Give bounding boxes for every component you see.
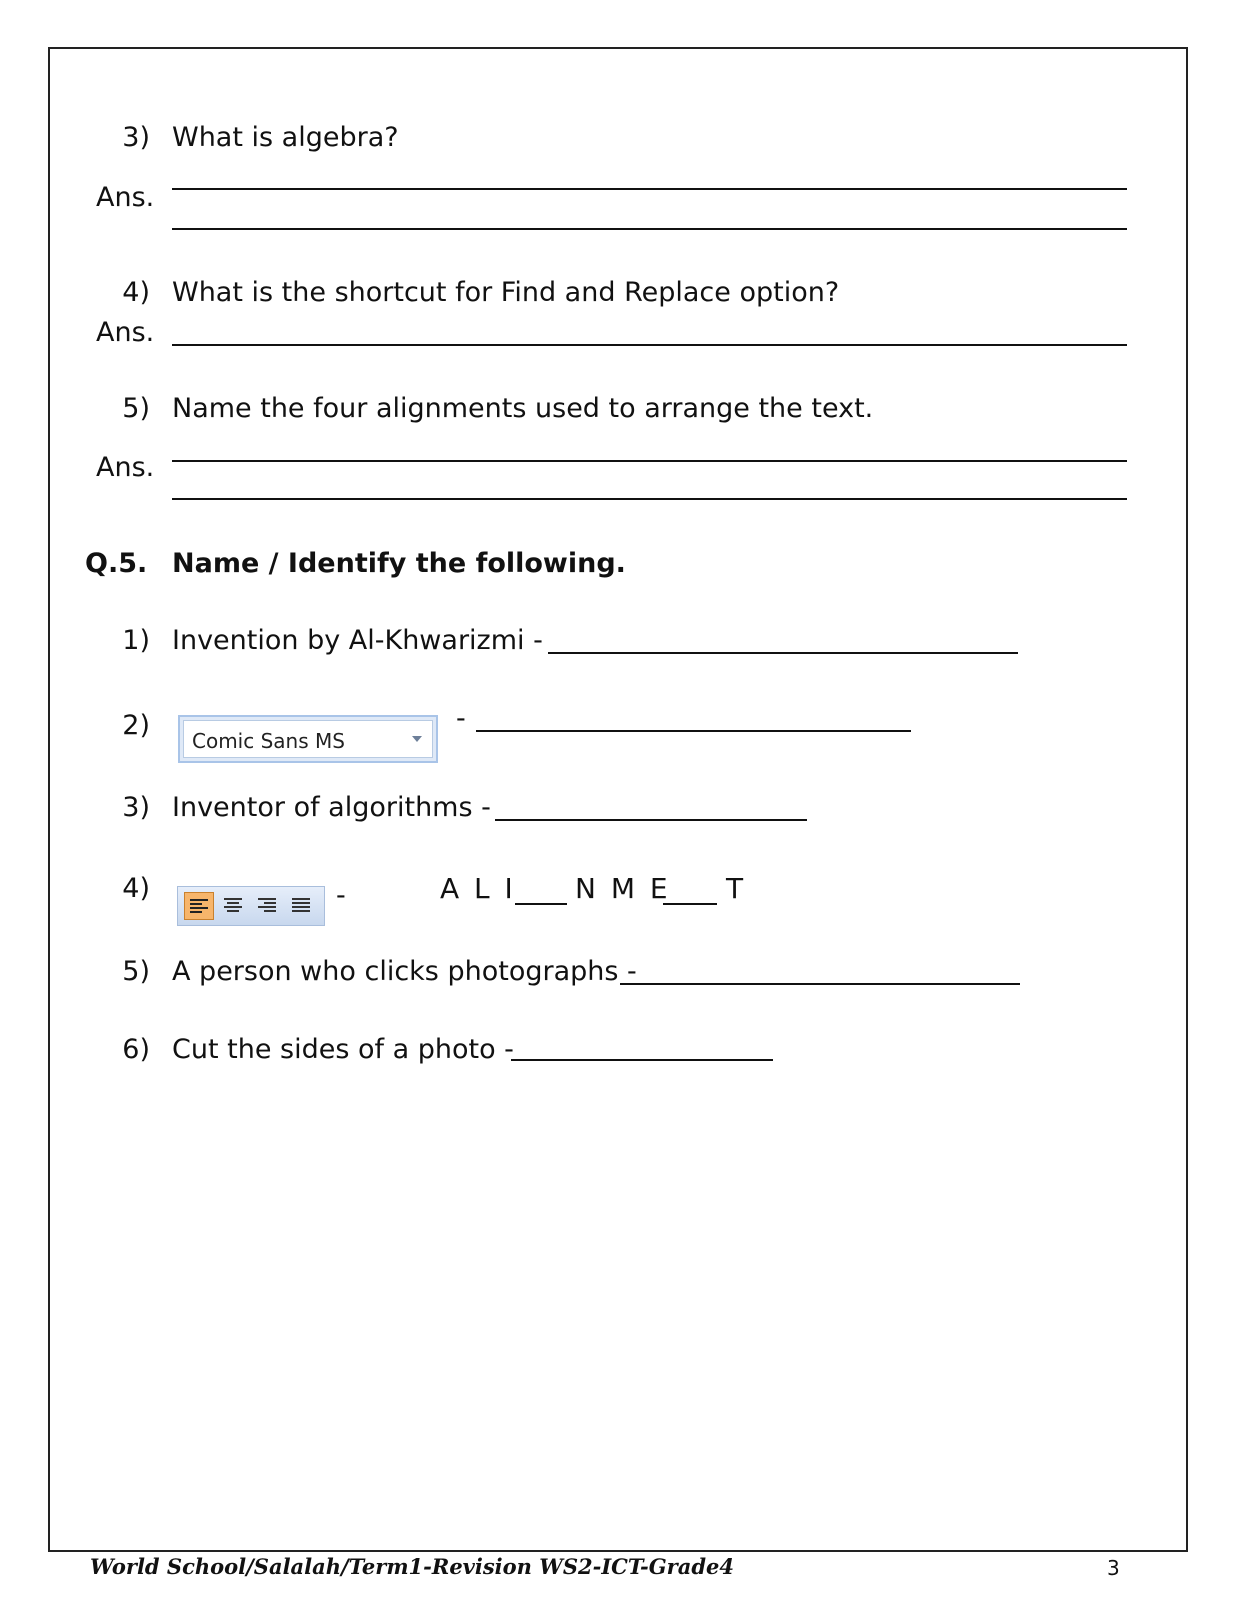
- item-number: 5): [122, 956, 150, 987]
- footer-text: World School/Salalah/Term1-Revision WS2-ICT-Grade4: [90, 1554, 734, 1579]
- puzzle-part-1: A L I: [440, 872, 516, 905]
- question-text: What is the shortcut for Find and Replace option?: [172, 277, 840, 308]
- align-center-icon: [218, 892, 248, 920]
- answer-blank[interactable]: [511, 1059, 773, 1061]
- answer-line[interactable]: [172, 460, 1127, 462]
- item-number: 3): [122, 792, 150, 823]
- item-number: 1): [122, 625, 150, 656]
- alignment-toolbar-image: [177, 886, 325, 926]
- answer-line[interactable]: [172, 344, 1127, 346]
- question-text: Name the four alignments used to arrange the text.: [172, 393, 874, 424]
- question-text: What is algebra?: [172, 122, 399, 153]
- page-number: 3: [1107, 1556, 1120, 1580]
- answer-blank[interactable]: [495, 819, 807, 821]
- align-right-icon: [252, 892, 282, 920]
- item-text: Inventor of algorithms -: [172, 792, 491, 823]
- puzzle-blank[interactable]: [515, 903, 567, 905]
- answer-label: Ans.: [96, 317, 155, 348]
- puzzle-blank[interactable]: [663, 903, 717, 905]
- item-text: Invention by Al-Khwarizmi -: [172, 625, 543, 656]
- answer-blank[interactable]: [620, 983, 1020, 985]
- item-text: Cut the sides of a photo -: [172, 1034, 514, 1065]
- question-number: 3): [122, 122, 150, 153]
- answer-line[interactable]: [172, 498, 1127, 500]
- item-number: 2): [122, 710, 150, 741]
- item-number: 4): [122, 873, 150, 904]
- answer-label: Ans.: [96, 182, 155, 213]
- font-dropdown-image: [178, 715, 438, 763]
- item-text: A person who clicks photographs -: [172, 956, 637, 987]
- answer-line[interactable]: [172, 188, 1127, 190]
- puzzle-part-3: T: [726, 872, 747, 905]
- font-dropdown-value: Comic Sans MS: [192, 729, 345, 753]
- justify-icon: [286, 892, 316, 920]
- item-number: 6): [122, 1034, 150, 1065]
- item-dash: -: [336, 880, 346, 911]
- item-dash: -: [456, 703, 466, 734]
- section-title: Name / Identify the following.: [172, 548, 626, 579]
- question-number: 5): [122, 393, 150, 424]
- answer-line[interactable]: [172, 228, 1127, 230]
- chevron-down-icon: [412, 736, 422, 742]
- answer-label: Ans.: [96, 452, 155, 483]
- align-left-icon: [184, 892, 214, 920]
- answer-blank[interactable]: [548, 652, 1018, 654]
- puzzle-part-2: N M E: [575, 872, 671, 905]
- question-number: 4): [122, 277, 150, 308]
- section-label: Q.5.: [85, 548, 148, 579]
- answer-blank[interactable]: [476, 730, 911, 732]
